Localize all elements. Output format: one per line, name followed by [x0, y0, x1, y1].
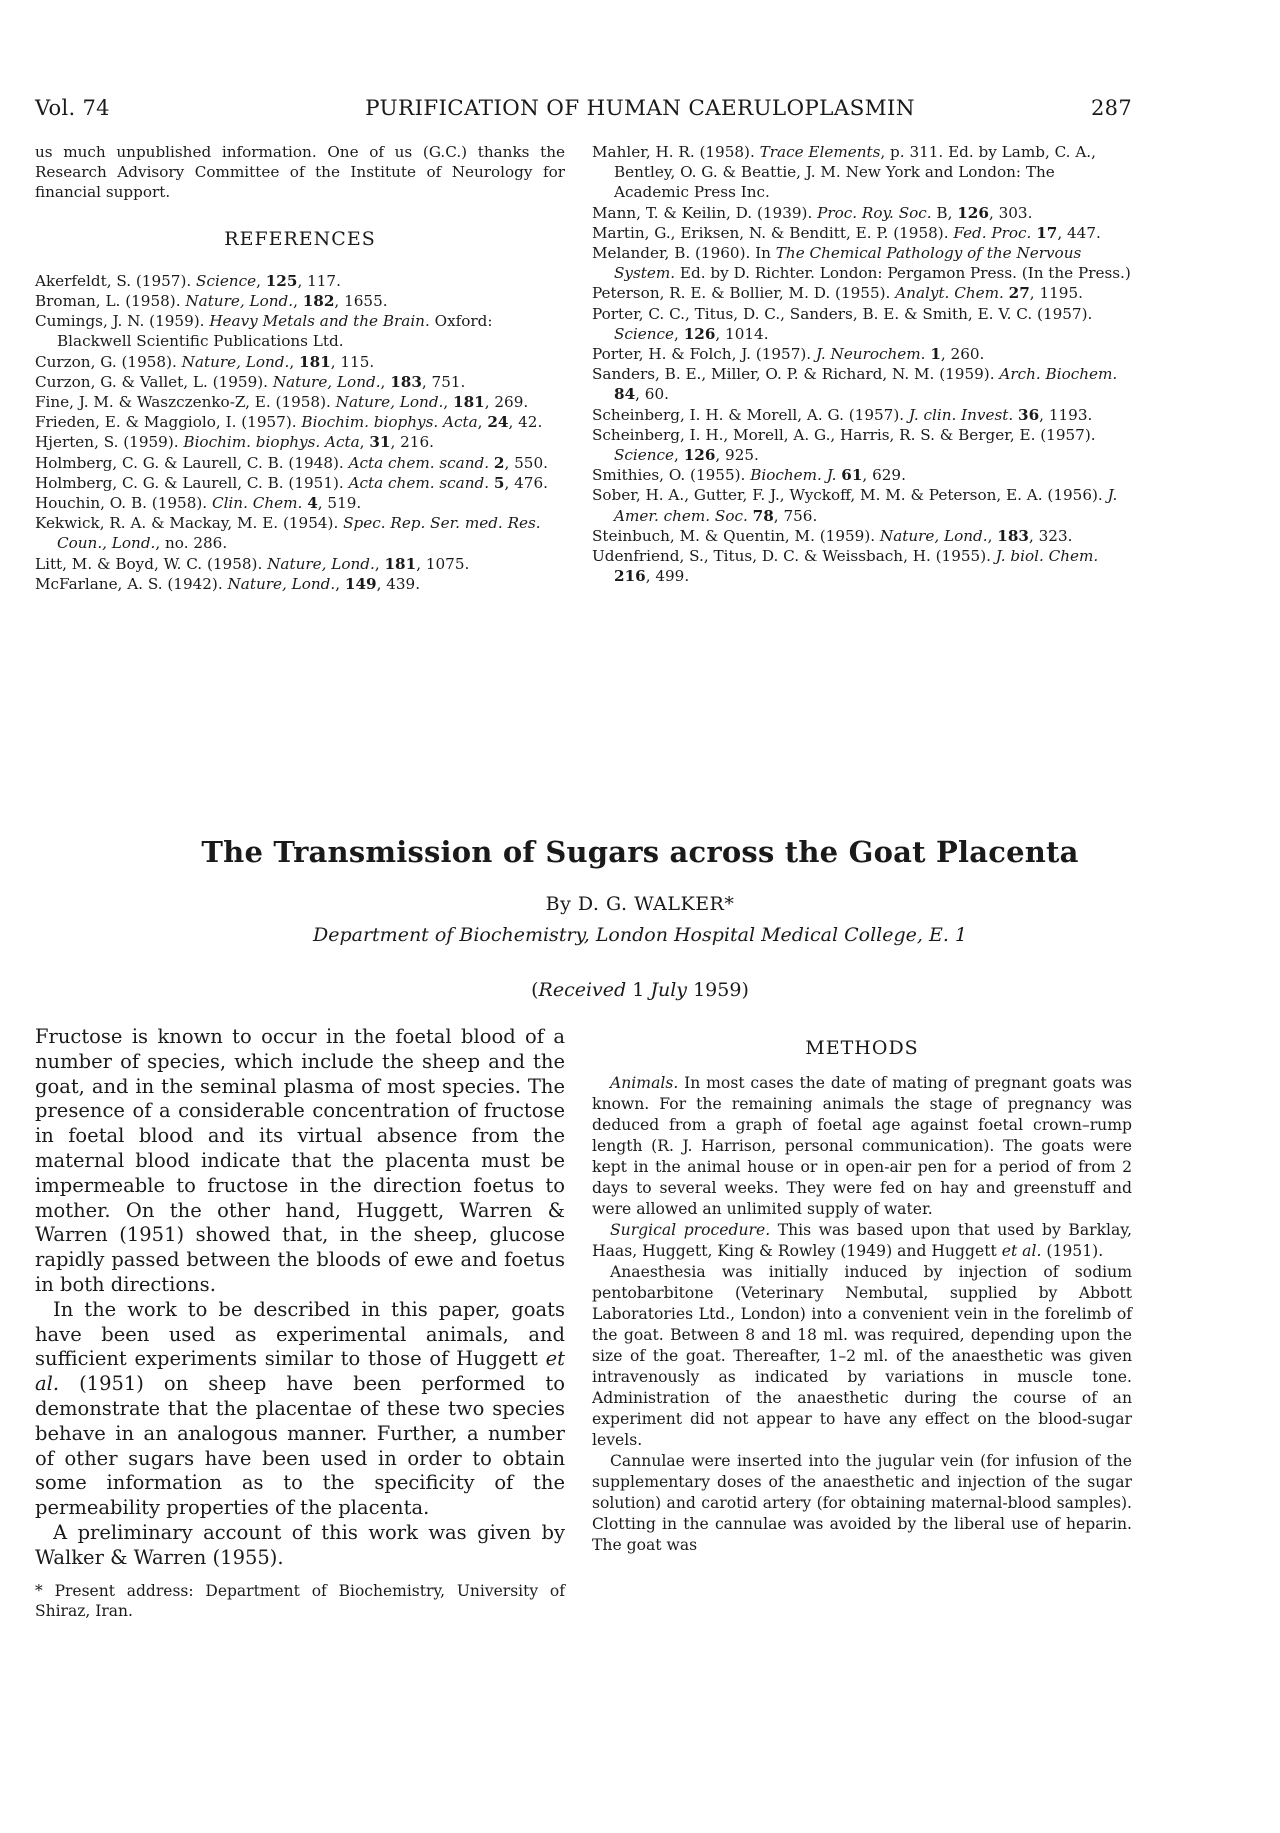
- reference-item: Melander, B. (1960). In The Chemical Pathology of the Nervous System. Ed. by D. Richter. London: Pergamon Press. (In the Press.): [592, 244, 1131, 283]
- reference-item: Sanders, B. E., Miller, O. P. & Richard, N. M. (1959). Arch. Biochem. 84, 60.: [592, 365, 1118, 404]
- reference-item: Sober, H. A., Gutter, F. J., Wyckoff, M. M. & Peterson, E. A. (1956). J. Amer. chem. Soc. 78, 756.: [592, 486, 1118, 525]
- reference-item: Porter, H. & Folch, J. (1957). J. Neurochem. 1, 260.: [592, 345, 985, 364]
- surgical-paragraph: Surgical procedure. This was based upon that used by Barklay, Haas, Huggett, King & Rowley (1949) and Huggett et al. (1951).: [592, 1221, 1132, 1260]
- reference-item: Hjerten, S. (1959). Biochim. biophys. Acta, 31, 216.: [35, 433, 434, 452]
- left-top-column: [35, 142, 565, 594]
- intro-column: [35, 1025, 565, 1622]
- reference-item: Peterson, R. E. & Bollier, M. D. (1955). Analyt. Chem. 27, 1195.: [592, 284, 1083, 303]
- methods-column: [592, 1037, 1132, 1556]
- reference-item: Kekwick, R. A. & Mackay, M. E. (1954). Spec. Rep. Ser. med. Res. Coun., Lond., no. 286.: [35, 514, 541, 553]
- reference-item: Smithies, O. (1955). Biochem. J. 61, 629.: [592, 466, 906, 485]
- cannulae-paragraph: Cannulae were inserted into the jugular vein (for infusion of the supplementary doses of the anaesthetic and injection of the sugar solution) and carotid artery (for obtaining maternal-blood samples). Clotting in the cannulae was avoided by the liberal use of heparin. The goat was: [592, 1452, 1132, 1554]
- running-title: PURIFICATION OF HUMAN CAERULOPLASMIN: [365, 96, 915, 121]
- animals-paragraph: Animals. In most cases the date of mating of pregnant goats was known. For the remaining animals the stage of pregnancy was deduced from a graph of foetal age against foetal crown–rump length (R. J. Harrison, personal communication). The goats were kept in the animal house or in open-air pen for a period of from 2 days to several weeks. They were fed on hay and greenstuff and were allowed an unlimited supply of water.: [592, 1074, 1132, 1218]
- reference-item: Holmberg, C. G. & Laurell, C. B. (1948). Acta chem. scand. 2, 550.: [35, 453, 548, 472]
- byline: By D. G. WALKER*: [545, 893, 735, 915]
- reference-item: Udenfriend, S., Titus, D. C. & Weissbach, H. (1955). J. biol. Chem. 216, 499.: [592, 547, 1099, 586]
- reference-item: Martin, G., Eriksen, N. & Benditt, E. P. (1958). Fed. Proc. 17, 447.: [592, 223, 1101, 242]
- intro-paragraph-3: A preliminary account of this work was given by Walker & Warren (1955).: [35, 1520, 565, 1569]
- acknowledgement: us much unpublished information. One of us (G.C.) thanks the Research Advisory Committee of the Institute of Neurology for financial support.: [35, 143, 565, 202]
- reference-item: Houchin, O. B. (1958). Clin. Chem. 4, 519.: [35, 494, 362, 513]
- volume-label: Vol. 74: [35, 96, 110, 120]
- reference-item: Mann, T. & Keilin, D. (1939). Proc. Roy. Soc. B, 126, 303.: [592, 203, 1033, 222]
- references-heading: REFERENCES: [224, 227, 376, 250]
- footnote: * Present address: Department of Biochemistry, University of Shiraz, Iran.: [35, 1581, 565, 1621]
- reference-item: Cumings, J. N. (1959). Heavy Metals and the Brain. Oxford: Blackwell Scientific Publications Ltd.: [35, 312, 493, 351]
- intro-paragraph-2: In the work to be described in this paper, goats have been used as experimental animals, and sufficient experiments similar to those of Huggett et al. (1951) on sheep have been performed to demonstrate that the placentae of these two species behave in an analogous manner. Further, a number of other sugars have been used in order to obtain some information as to the specificity of the permeability properties of the placenta.: [35, 1297, 565, 1520]
- reference-item: Litt, M. & Boyd, W. C. (1958). Nature, Lond., 181, 1075.: [35, 554, 470, 573]
- reference-item: Porter, C. C., Titus, D. C., Sanders, B. E. & Smith, E. V. C. (1957). Science, 126, 1014.: [592, 304, 1093, 343]
- reference-item: Fine, J. M. & Waszczenko-Z, E. (1958). Nature, Lond., 181, 269.: [35, 393, 529, 412]
- references-list-right: [592, 142, 1132, 586]
- article-title: The Transmission of Sugars across the Goat Placenta: [201, 835, 1079, 869]
- reference-item: Steinbuch, M. & Quentin, M. (1959). Nature, Lond., 183, 323.: [592, 526, 1073, 545]
- reference-item: Mahler, H. R. (1958). Trace Elements, p. 311. Ed. by Lamb, C. A., Bentley, O. G. & Beattie, J. M. New York and London: The Academic Press Inc.: [592, 143, 1096, 202]
- methods-heading: METHODS: [805, 1037, 919, 1059]
- reference-item: McFarlane, A. S. (1942). Nature, Lond., 149, 439.: [35, 574, 421, 593]
- reference-item: Holmberg, C. G. & Laurell, C. B. (1951). Acta chem. scand. 5, 476.: [35, 473, 548, 492]
- reference-item: Scheinberg, I. H. & Morell, A. G. (1957). J. clin. Invest. 36, 1193.: [592, 405, 1093, 424]
- anaesthesia-paragraph: Anaesthesia was initially induced by injection of sodium pentobarbitone (Veterinary Nembutal, supplied by Abbott Laboratories Ltd., London) into a convenient vein in the forelimb of the goat. Between 8 and 18 ml. was required, depending upon the size of the goat. Thereafter, 1–2 ml. of the anaesthetic was given intravenously as indicated by variations in muscle tone. Administration of the anaesthetic during the course of an experiment did not appear to have any effect on the blood-sugar levels.: [592, 1263, 1132, 1449]
- right-top-column: [592, 142, 1132, 586]
- references-list-left: [35, 271, 565, 594]
- received-date: (Received 1 July 1959): [531, 979, 749, 1001]
- intro-paragraph-1: Fructose is known to occur in the foetal blood of a number of species, which include the sheep and the goat, and in the seminal plasma of most species. The presence of a considerable concentration of fructose in foetal blood and its virtual absence from the maternal blood indicate that the placenta must be impermeable to fructose in the direction foetus to mother. On the other hand, Huggett, Warren & Warren (1951) showed that, in the sheep, glucose rapidly passed between the bloods of ewe and foetus in both directions.: [35, 1025, 565, 1296]
- reference-item: Broman, L. (1958). Nature, Lond., 182, 1655.: [35, 292, 388, 311]
- reference-item: Curzon, G. & Vallet, L. (1959). Nature, Lond., 183, 751.: [35, 372, 466, 391]
- page-number: 287: [1091, 96, 1132, 120]
- reference-item: Curzon, G. (1958). Nature, Lond., 181, 115.: [35, 352, 375, 371]
- reference-item: Frieden, E. & Maggiolo, I. (1957). Biochim. biophys. Acta, 24, 42.: [35, 413, 543, 432]
- reference-item: Scheinberg, I. H., Morell, A. G., Harris, R. S. & Berger, E. (1957). Science, 126, 925.: [592, 425, 1096, 465]
- reference-item: Akerfeldt, S. (1957). Science, 125, 117.: [35, 271, 341, 290]
- affiliation: Department of Biochemistry, London Hospital Medical College, E. 1: [313, 924, 967, 946]
